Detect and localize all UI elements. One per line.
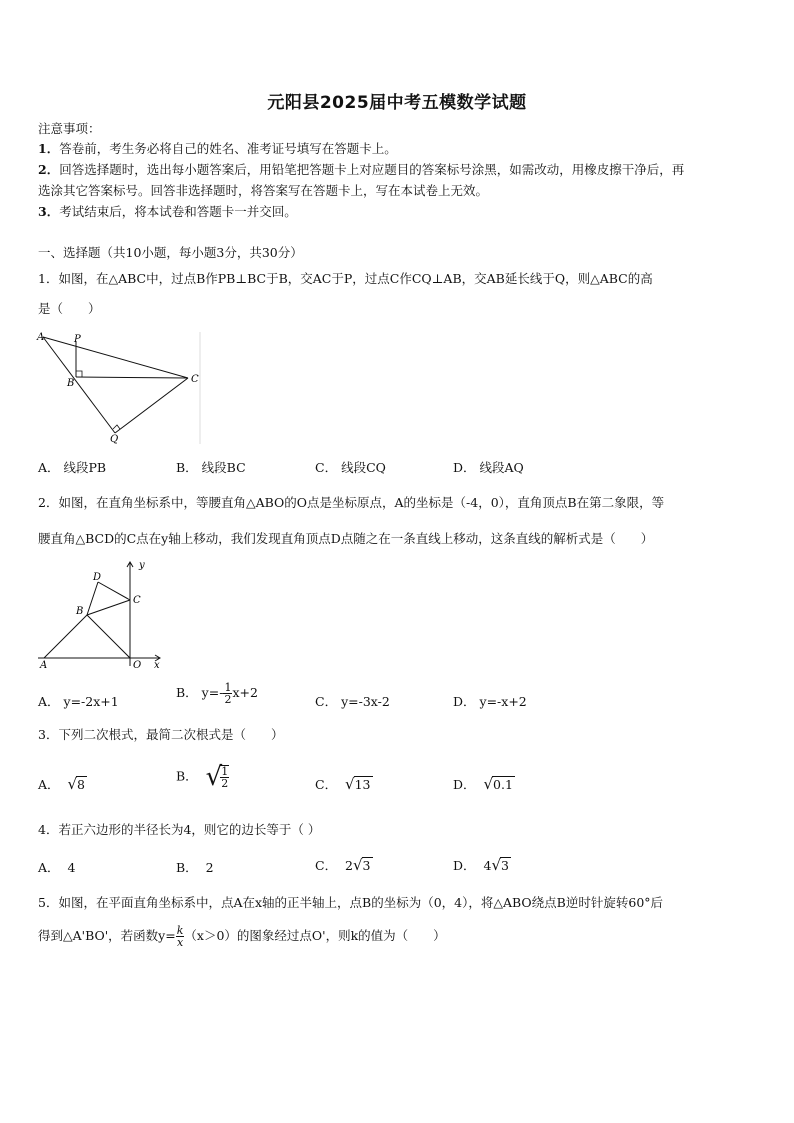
q2-label-c: C [133, 595, 141, 606]
q1-stem-line1: 1．如图，在△ABC中，过点B作PB⊥BC于B，交AC于P，过点C作CQ⊥AB，交AB延长线于Q，则△ABC的高 [38, 271, 653, 286]
q2-stem-line1: 2．如图，在直角坐标系中，等腰直角△ABO的O点是坐标原点，A的坐标是（-4，0），直角顶点B在第二象限，等 [38, 495, 665, 510]
notice-heading: 注意事项： [38, 121, 101, 136]
q2-label-y: y [139, 560, 145, 571]
q3-option-b[interactable]: B． √ $\frac{1}{2}$ [176, 762, 229, 792]
q2-segment-ab [44, 615, 87, 658]
q1-segment-aq [43, 337, 115, 433]
q1-option-d[interactable]: D． 线段AQ [453, 460, 524, 475]
q1-option-c[interactable]: C． 线段CQ [315, 460, 386, 475]
q1-segment-ac [43, 337, 188, 378]
q4-option-d[interactable]: D． 4√3 [453, 856, 509, 874]
q3-option-d[interactable]: D． √0.1 [453, 775, 513, 793]
notice-item-3: 3．考试结束后，将本试卷和答题卡一并交回。 [38, 204, 297, 219]
q1-option-a[interactable]: A． 线段PB [38, 460, 107, 475]
q1-label-p: P [74, 334, 81, 345]
q5-stem-line2: 得到△A'BO'，若函数y= $\frac{k}{x}$ （x＞0）的图象经过点O'，则k的值为（ ） [38, 924, 446, 949]
q2-stem-line2: 腰直角△BCD的C点在y轴上移动，我们发现直角顶点D点随之在一条直线上移动，这条直线的解析式是（ ） [38, 531, 654, 546]
q2-option-b[interactable]: B． y=- $\frac{1}{2}$ x+2 [176, 681, 258, 706]
q2-segment-bo [87, 615, 130, 658]
q1-option-b[interactable]: B． 线段BC [176, 460, 246, 475]
q1-stem-line2: 是（ ） [38, 301, 101, 316]
q2-label-b: B [76, 606, 84, 617]
q3-option-c[interactable]: C． √13 [315, 775, 371, 793]
notice-item-1: 1．答卷前，考生务必将自己的姓名、准考证号填写在答题卡上。 [38, 141, 397, 156]
q4-option-b[interactable]: B． 2 [176, 860, 214, 875]
q5-stem-line1: 5．如图，在平面直角坐标系中，点A在x轴的正半轴上，点B的坐标为（0，4），将△ABO绕点B逆时针旋转60°后 [38, 895, 664, 910]
page-title: 元阳县2025届中考五模数学试题 [267, 93, 527, 113]
q4-option-a[interactable]: A． 4 [38, 860, 76, 875]
q1-label-b: B [67, 378, 75, 389]
q2-option-a[interactable]: A． y=-2x+1 [38, 694, 119, 709]
q2-option-c[interactable]: C． y=-3x-2 [315, 694, 390, 709]
notice-item-2-cont: 选涂其它答案标号。回答非选择题时，将答案写在答题卡上，写在本试卷上无效。 [38, 183, 489, 198]
q1-right-angle-b [76, 371, 82, 377]
q1-label-q: Q [110, 434, 119, 445]
q2-label-o: O [133, 660, 142, 670]
q2-label-x: x [154, 660, 160, 670]
q2-figure [36, 558, 166, 670]
q4-option-c[interactable]: C． 2√3 [315, 856, 371, 874]
q1-segment-bc [76, 377, 188, 378]
q1-label-c: C [191, 374, 199, 385]
q1-right-angle-q [113, 425, 120, 429]
q2-segment-dc [98, 582, 130, 600]
q1-label-a: A [37, 332, 45, 343]
q2-label-d: D [93, 572, 102, 583]
q2-label-a: A [40, 660, 48, 670]
notice-item-2: 2．回答选择题时，选出每小题答案后，用铅笔把答题卡上对应题目的答案标号涂黑，如需改动，用橡皮擦干净后，再 [38, 162, 685, 177]
q2-option-d[interactable]: D． y=-x+2 [453, 694, 527, 709]
q3-option-a[interactable]: A． √8 [38, 775, 85, 793]
section-heading: 一、选择题（共10小题，每小题3分，共30分） [38, 245, 303, 260]
q2-segment-bd [87, 582, 98, 615]
q1-figure [36, 330, 206, 446]
q3-stem: 3．下列二次根式，最简二次根式是（ ） [38, 727, 284, 742]
q2-segment-bc [87, 600, 130, 615]
q4-stem: 4．若正六边形的半径长为4，则它的边长等于（ ） [38, 822, 321, 837]
q1-segment-cq [115, 378, 188, 433]
